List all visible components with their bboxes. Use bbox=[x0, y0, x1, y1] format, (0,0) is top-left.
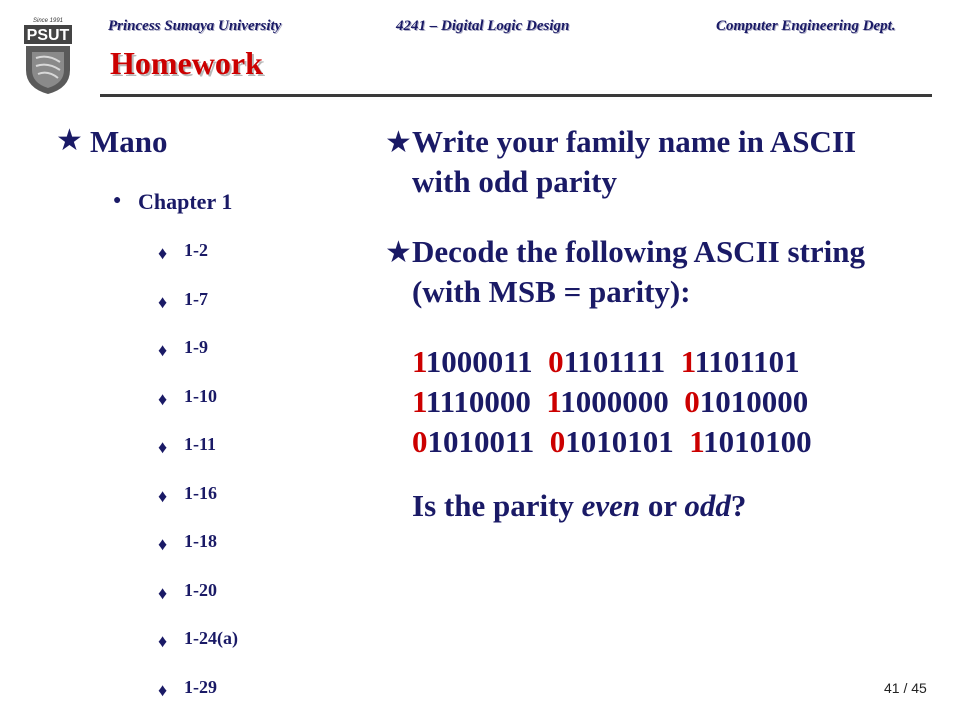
bullet-family-name: Write your family name in ASCII with odd parity bbox=[412, 124, 857, 199]
problem-bullet-icon: ♦ bbox=[158, 582, 168, 603]
bit-row bbox=[412, 422, 812, 462]
problem-bullet-icon: ♦ bbox=[158, 534, 168, 554]
data-bits: 1000000 bbox=[560, 384, 669, 419]
problem-item: 1-24(a) bbox=[184, 628, 238, 648]
ascii-byte bbox=[681, 344, 800, 379]
ascii-bit-string bbox=[412, 342, 812, 462]
problem-item: 1-16 bbox=[184, 482, 217, 503]
parity-bit: 1 bbox=[412, 344, 426, 379]
bullet2-star-icon: ★ bbox=[385, 236, 412, 269]
data-bits: 1110000 bbox=[425, 384, 531, 419]
problem-bullet-icon: ♦ bbox=[158, 388, 168, 409]
ascii-byte bbox=[550, 424, 674, 459]
data-bits: 1101111 bbox=[563, 344, 666, 379]
psut-logo-graphic bbox=[22, 14, 74, 96]
parity-bit: 0 bbox=[548, 344, 564, 379]
ascii-byte bbox=[412, 344, 533, 379]
parity-question bbox=[412, 486, 746, 526]
chapter-label: Chapter 1 bbox=[138, 189, 233, 214]
parity-bit: 1 bbox=[546, 384, 561, 419]
ascii-byte bbox=[412, 424, 534, 459]
problem-bullet-icon: ♦ bbox=[158, 243, 168, 263]
problem-item: 1-18 bbox=[184, 531, 217, 551]
question-prefix: Is the parity bbox=[412, 488, 582, 523]
svg-text:PSUT: PSUT bbox=[26, 27, 70, 44]
ascii-byte bbox=[684, 384, 808, 419]
problem-bullet-icon: ♦ bbox=[158, 485, 168, 506]
problem-item: 1-10 bbox=[184, 385, 217, 406]
problem-item: 1-9 bbox=[184, 337, 208, 357]
problem-bullet-icon: ♦ bbox=[158, 340, 168, 360]
data-bits: 1000011 bbox=[425, 344, 533, 379]
ascii-byte bbox=[412, 384, 531, 419]
bullet-decode-instruction: Decode the following ASCII string (with MSB = parity): bbox=[412, 234, 865, 309]
problem-item: 1-7 bbox=[184, 288, 208, 309]
data-bits: 1101101 bbox=[694, 344, 800, 379]
header-course: 4241 – Digital Logic Design bbox=[396, 18, 570, 34]
data-bits: 1010101 bbox=[565, 424, 674, 459]
bullet1-star-icon: ★ bbox=[385, 126, 412, 159]
problem-bullet-icon: ♦ bbox=[158, 631, 168, 651]
question-odd: odd bbox=[684, 488, 731, 523]
psut-logo bbox=[22, 14, 74, 96]
parity-bit: 0 bbox=[684, 384, 700, 419]
question-even: even bbox=[581, 488, 641, 523]
left-bullet-star-icon: ★ bbox=[56, 124, 83, 157]
header-divider bbox=[100, 94, 932, 97]
left-heading: Mano bbox=[90, 124, 168, 159]
parity-bit: 0 bbox=[412, 424, 428, 459]
header-department: Computer Engineering Dept. bbox=[716, 18, 896, 34]
problem-item: 1-2 bbox=[184, 240, 208, 260]
svg-text:Since 1991: Since 1991 bbox=[32, 18, 64, 24]
ascii-byte bbox=[548, 344, 665, 379]
problem-bullet-icon: ♦ bbox=[158, 437, 168, 457]
problem-item: 1-11 bbox=[184, 434, 217, 454]
parity-bit: 1 bbox=[412, 384, 426, 419]
ascii-byte bbox=[546, 384, 668, 419]
data-bits: 1010011 bbox=[427, 424, 535, 459]
chapter-bullet-icon: ● bbox=[113, 193, 122, 208]
parity-bit: 1 bbox=[680, 344, 695, 379]
problem-item: 1-20 bbox=[184, 579, 217, 600]
bit-row bbox=[412, 342, 812, 382]
problem-bullet-icon: ♦ bbox=[158, 679, 168, 700]
bit-row bbox=[412, 382, 812, 422]
ascii-byte bbox=[689, 424, 811, 459]
page-number: 41 / 45 bbox=[884, 680, 927, 696]
problem-bullet-icon: ♦ bbox=[158, 291, 168, 312]
question-mid: or bbox=[640, 488, 685, 523]
question-suffix: ? bbox=[730, 488, 747, 523]
data-bits: 1010000 bbox=[699, 384, 809, 419]
parity-bit: 0 bbox=[549, 424, 566, 459]
data-bits: 1010100 bbox=[703, 424, 812, 459]
slide-title: Homework bbox=[110, 45, 263, 81]
parity-bit: 1 bbox=[689, 424, 704, 459]
problem-item: 1-29 bbox=[184, 676, 217, 697]
header-university: Princess Sumaya University bbox=[108, 18, 282, 34]
